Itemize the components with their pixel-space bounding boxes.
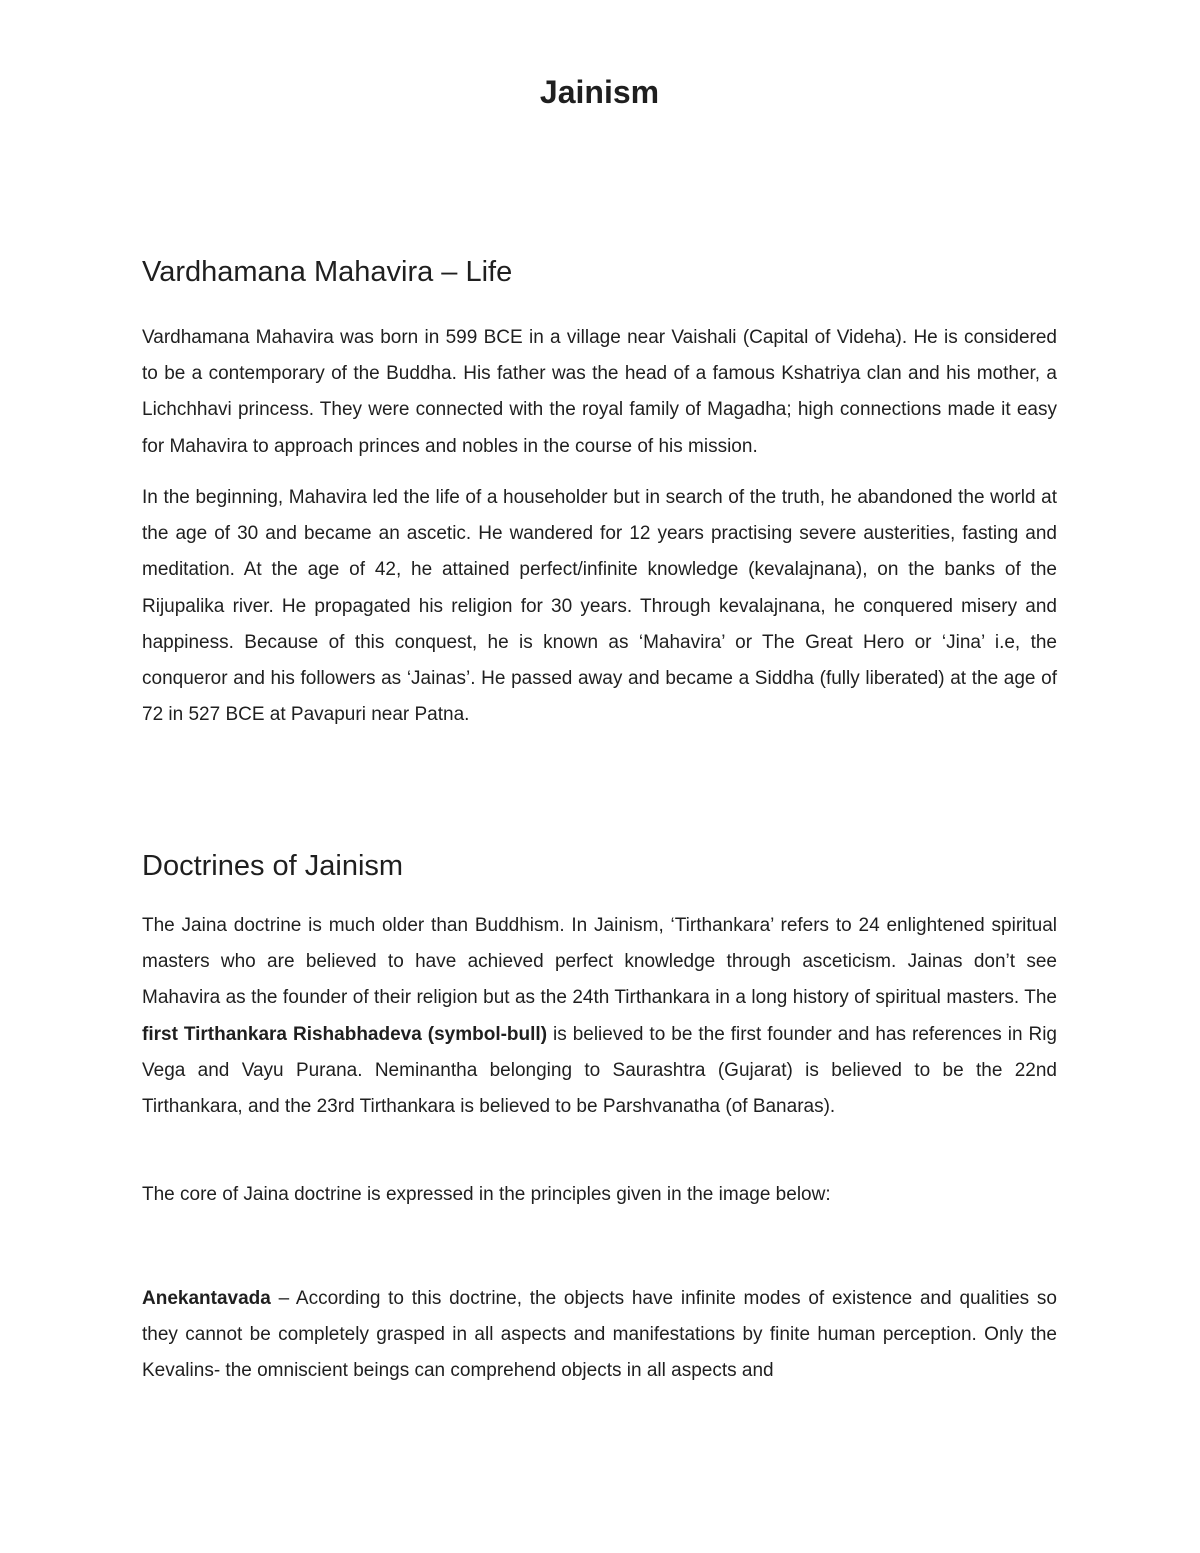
document-title: Jainism — [539, 74, 660, 110]
doctrines-paragraph-1 — [142, 908, 1057, 1125]
doctrines-paragraph-2: The core of Jaina doctrine is expressed in the principles given in the image below: — [142, 1184, 831, 1205]
doctrines-p1-text-before: The Jaina doctrine is much older than Buddhism. In Jainism, ‘Tirthankara’ refers to 24 enlightened spiritual masters who are believed to have achieved perfect knowledge through asceticism. Jainas don’t see Mahavira as the founder of their religion but as the 24th Tirthankara in a long history of spiritual masters. The — [142, 915, 1057, 1009]
anekantavada-term: Anekantavada — [142, 1288, 271, 1309]
anekantavada-paragraph — [142, 1281, 1057, 1390]
anekantavada-text: – According to this doctrine, the objects have infinite modes of existence and qualities so they cannot be completely grasped in all aspects and manifestations by finite human perception. Only the Kevalins- the omniscient beings can comprehend objects in all aspects and — [142, 1288, 1057, 1382]
section-heading-doctrines: Doctrines of Jainism — [142, 850, 404, 882]
section-heading-life: Vardhamana Mahavira – Life — [142, 256, 513, 288]
doctrines-p1-text-after: is believed to be the first founder and has references in Rig Vega and Vayu Purana. Neminantha belonging to Saurashtra (Gujarat) is believed to be the 22nd Tirthankara, and the 23rd Tirthankara is believed to be Parshvanatha (of Banaras). — [142, 1023, 1057, 1118]
doctrines-p1-bold-phrase: first Tirthankara Rishabhadeva (symbol-bull) — [142, 1023, 548, 1045]
life-paragraph-2: In the beginning, Mahavira led the life of a householder but in search of the truth, he abandoned the world at the age of 30 and became an ascetic. He wandered for 12 years practising severe austerities, fasting and meditation. At the age of 42, he attained perfect/infinite knowledge (kevalajnana), on the banks of the Rijupalika river. He propagated his religion for 30 years. Through kevalajnana, he conquered misery and happiness. Because of this conquest, he is known as ‘Mahavira’ or The Great Hero or ‘Jina’ i.e, the conqueror and his followers as ‘Jainas’. He passed away and became a Siddha (fully liberated) at the age of 72 in 527 BCE at Pavapuri near Patna. — [142, 487, 1057, 726]
life-paragraph-1: Vardhamana Mahavira was born in 599 BCE in a village near Vaishali (Capital of Videha). He is considered to be a contemporary of the Buddha. His father was the head of a famous Kshatriya clan and his mother, a Lichchhavi princess. They were connected with the royal family of Magadha; high connections made it easy for Mahavira to approach princes and nobles in the course of his mission. — [142, 327, 1057, 457]
